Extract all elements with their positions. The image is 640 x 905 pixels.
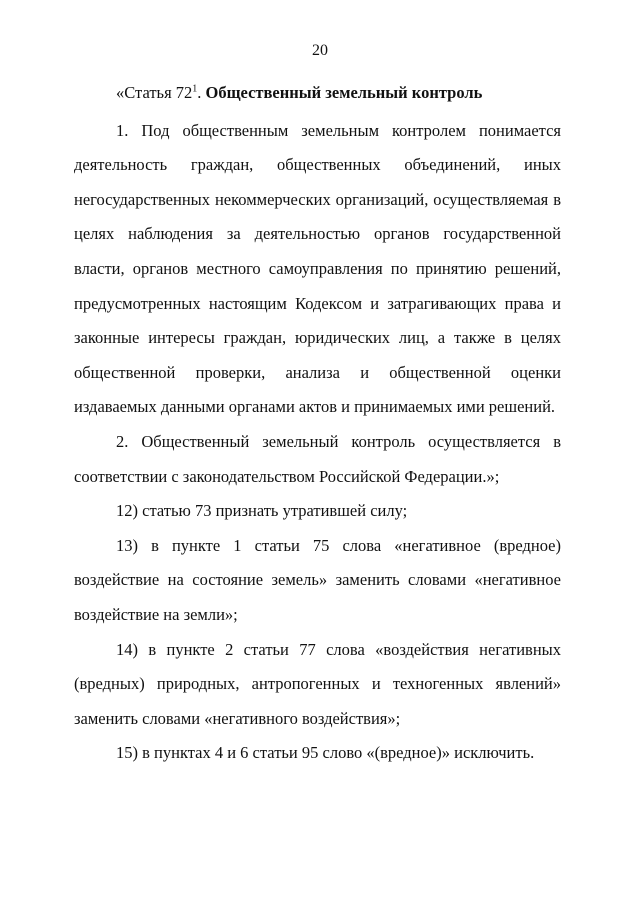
page-number: 20 <box>312 42 328 59</box>
article-heading-dot: . <box>197 83 202 102</box>
paragraph-item-12: 12) статью 73 признать утратившей силу; <box>116 501 408 521</box>
document-body <box>74 76 561 771</box>
article-title: Общественный земельный контроль <box>205 83 483 102</box>
article-heading <box>74 76 561 111</box>
article-heading-prefix: «Статья 72 <box>116 83 193 102</box>
paragraph-article-part-2: 2. Общественный земельный контроль осуществляется в соответствии с законодательством Российской Федерации.»; <box>74 431 561 486</box>
article-number-superscript: 1 <box>192 83 198 95</box>
paragraph-item-15: 15) в пунктах 4 и 6 статьи 95 слово «(вредное)» исключить. <box>116 743 535 763</box>
paragraph-article-part-1: 1. Под общественным земельным контролем понимается деятельность граждан, общественных объединений, иных негосударственных некоммерческих организаций, осуществляемая в целях наблюдения за деятельностью органов государственной власти, органов местного самоуправления по принятию решений, предусмотренных настоящим Кодексом и затрагивающих права и законные интересы граждан, юридических лиц, а также в целях общественной проверки, анализа и общественной оценки издаваемых данными органами актов и принимаемых ими решений. <box>74 120 561 417</box>
paragraph-item-13: 13) в пункте 1 статьи 75 слова «негативное (вредное) воздействие на состояние земель» заменить словами «негативное воздействие на земли»; <box>74 535 561 624</box>
paragraph-item-14: 14) в пункте 2 статьи 77 слова «воздействия негативных (вредных) природных, антропогенных и техногенных явлений» заменить словами «негативного воздействия»; <box>74 639 561 728</box>
